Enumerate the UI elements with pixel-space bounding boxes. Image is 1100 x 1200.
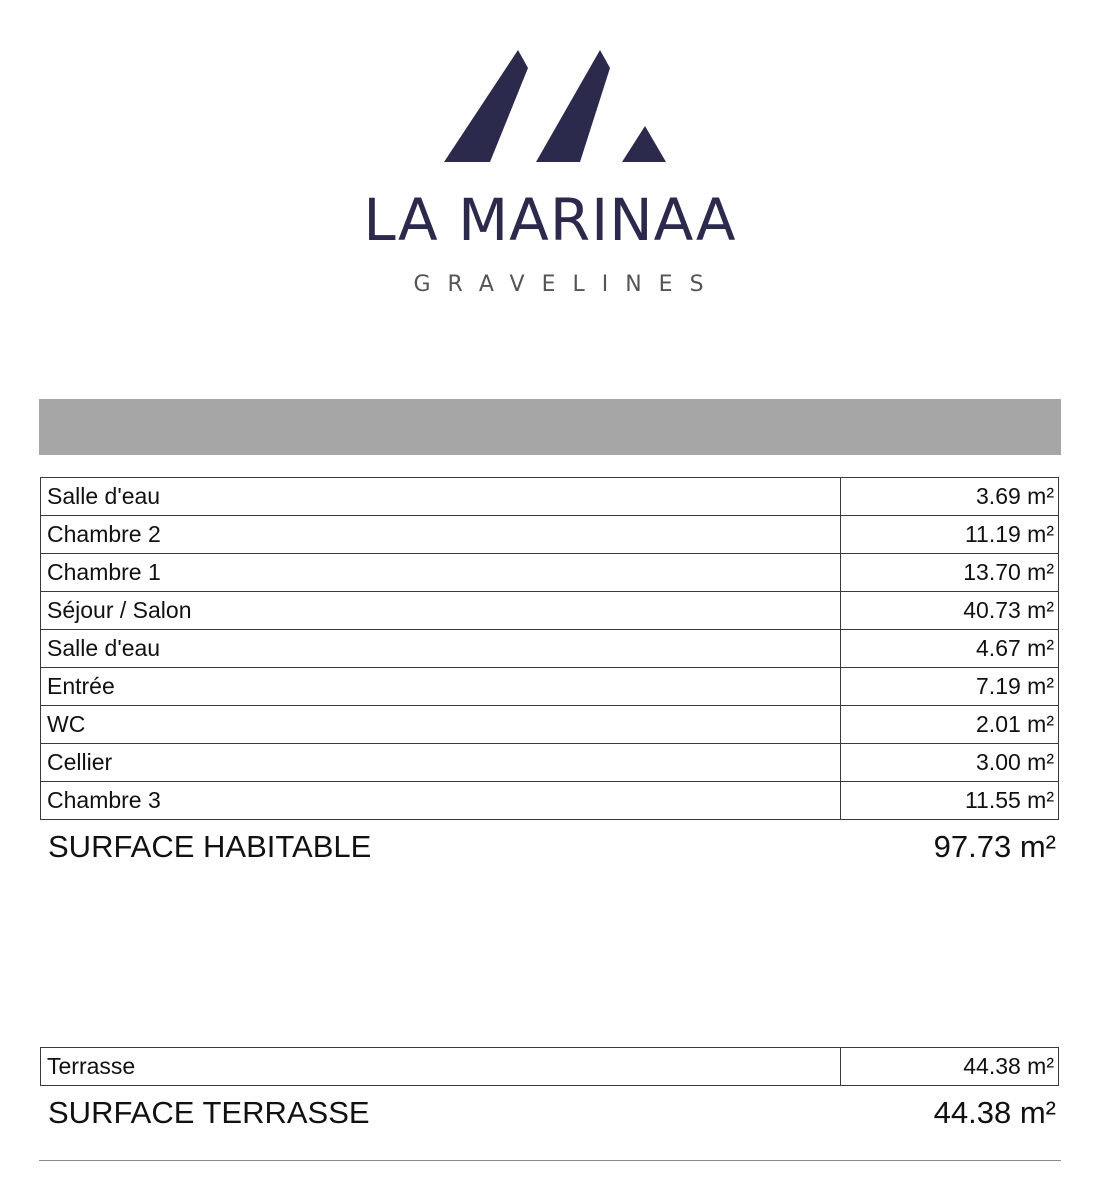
terrace-table: [40, 1047, 1059, 1086]
room-area: 3.00 m²: [841, 744, 1059, 782]
table-row: [41, 554, 1059, 592]
section-header-bar: [39, 399, 1061, 455]
room-area: 11.55 m²: [841, 782, 1059, 820]
terrace-name: Terrasse: [41, 1048, 841, 1086]
logo-sails-icon: [440, 48, 670, 166]
table-row: [41, 1048, 1059, 1086]
room-area: 11.19 m²: [841, 516, 1059, 554]
table-row: [41, 782, 1059, 820]
bottom-divider: [39, 1160, 1061, 1161]
room-name: Chambre 2: [41, 516, 841, 554]
table-row: [41, 592, 1059, 630]
table-row: [41, 630, 1059, 668]
table-row: [41, 516, 1059, 554]
room-name: WC: [41, 706, 841, 744]
room-area: 4.67 m²: [841, 630, 1059, 668]
brand-city: GRAVELINES: [413, 272, 721, 297]
surface-terrasse-label: SURFACE TERRASSE: [48, 1095, 370, 1130]
table-row: [41, 478, 1059, 516]
terrace-area: 44.38 m²: [841, 1048, 1059, 1086]
room-name: Entrée: [41, 668, 841, 706]
surface-habitable-label: SURFACE HABITABLE: [48, 829, 372, 864]
room-area: 13.70 m²: [841, 554, 1059, 592]
room-name: Chambre 1: [41, 554, 841, 592]
room-name: Salle d'eau: [41, 478, 841, 516]
room-area: 7.19 m²: [841, 668, 1059, 706]
surface-terrasse-value: 44.38 m²: [933, 1095, 1056, 1130]
table-row: [41, 668, 1059, 706]
surface-habitable-value: 97.73 m²: [933, 829, 1056, 864]
room-name: Chambre 3: [41, 782, 841, 820]
rooms-table: [40, 477, 1059, 820]
room-area: 40.73 m²: [841, 592, 1059, 630]
brand-name: LA MARINAA: [363, 186, 737, 254]
room-name: Séjour / Salon: [41, 592, 841, 630]
room-area: 2.01 m²: [841, 706, 1059, 744]
room-name: Cellier: [41, 744, 841, 782]
table-row: [41, 706, 1059, 744]
room-name: Salle d'eau: [41, 630, 841, 668]
room-area: 3.69 m²: [841, 478, 1059, 516]
table-row: [41, 744, 1059, 782]
